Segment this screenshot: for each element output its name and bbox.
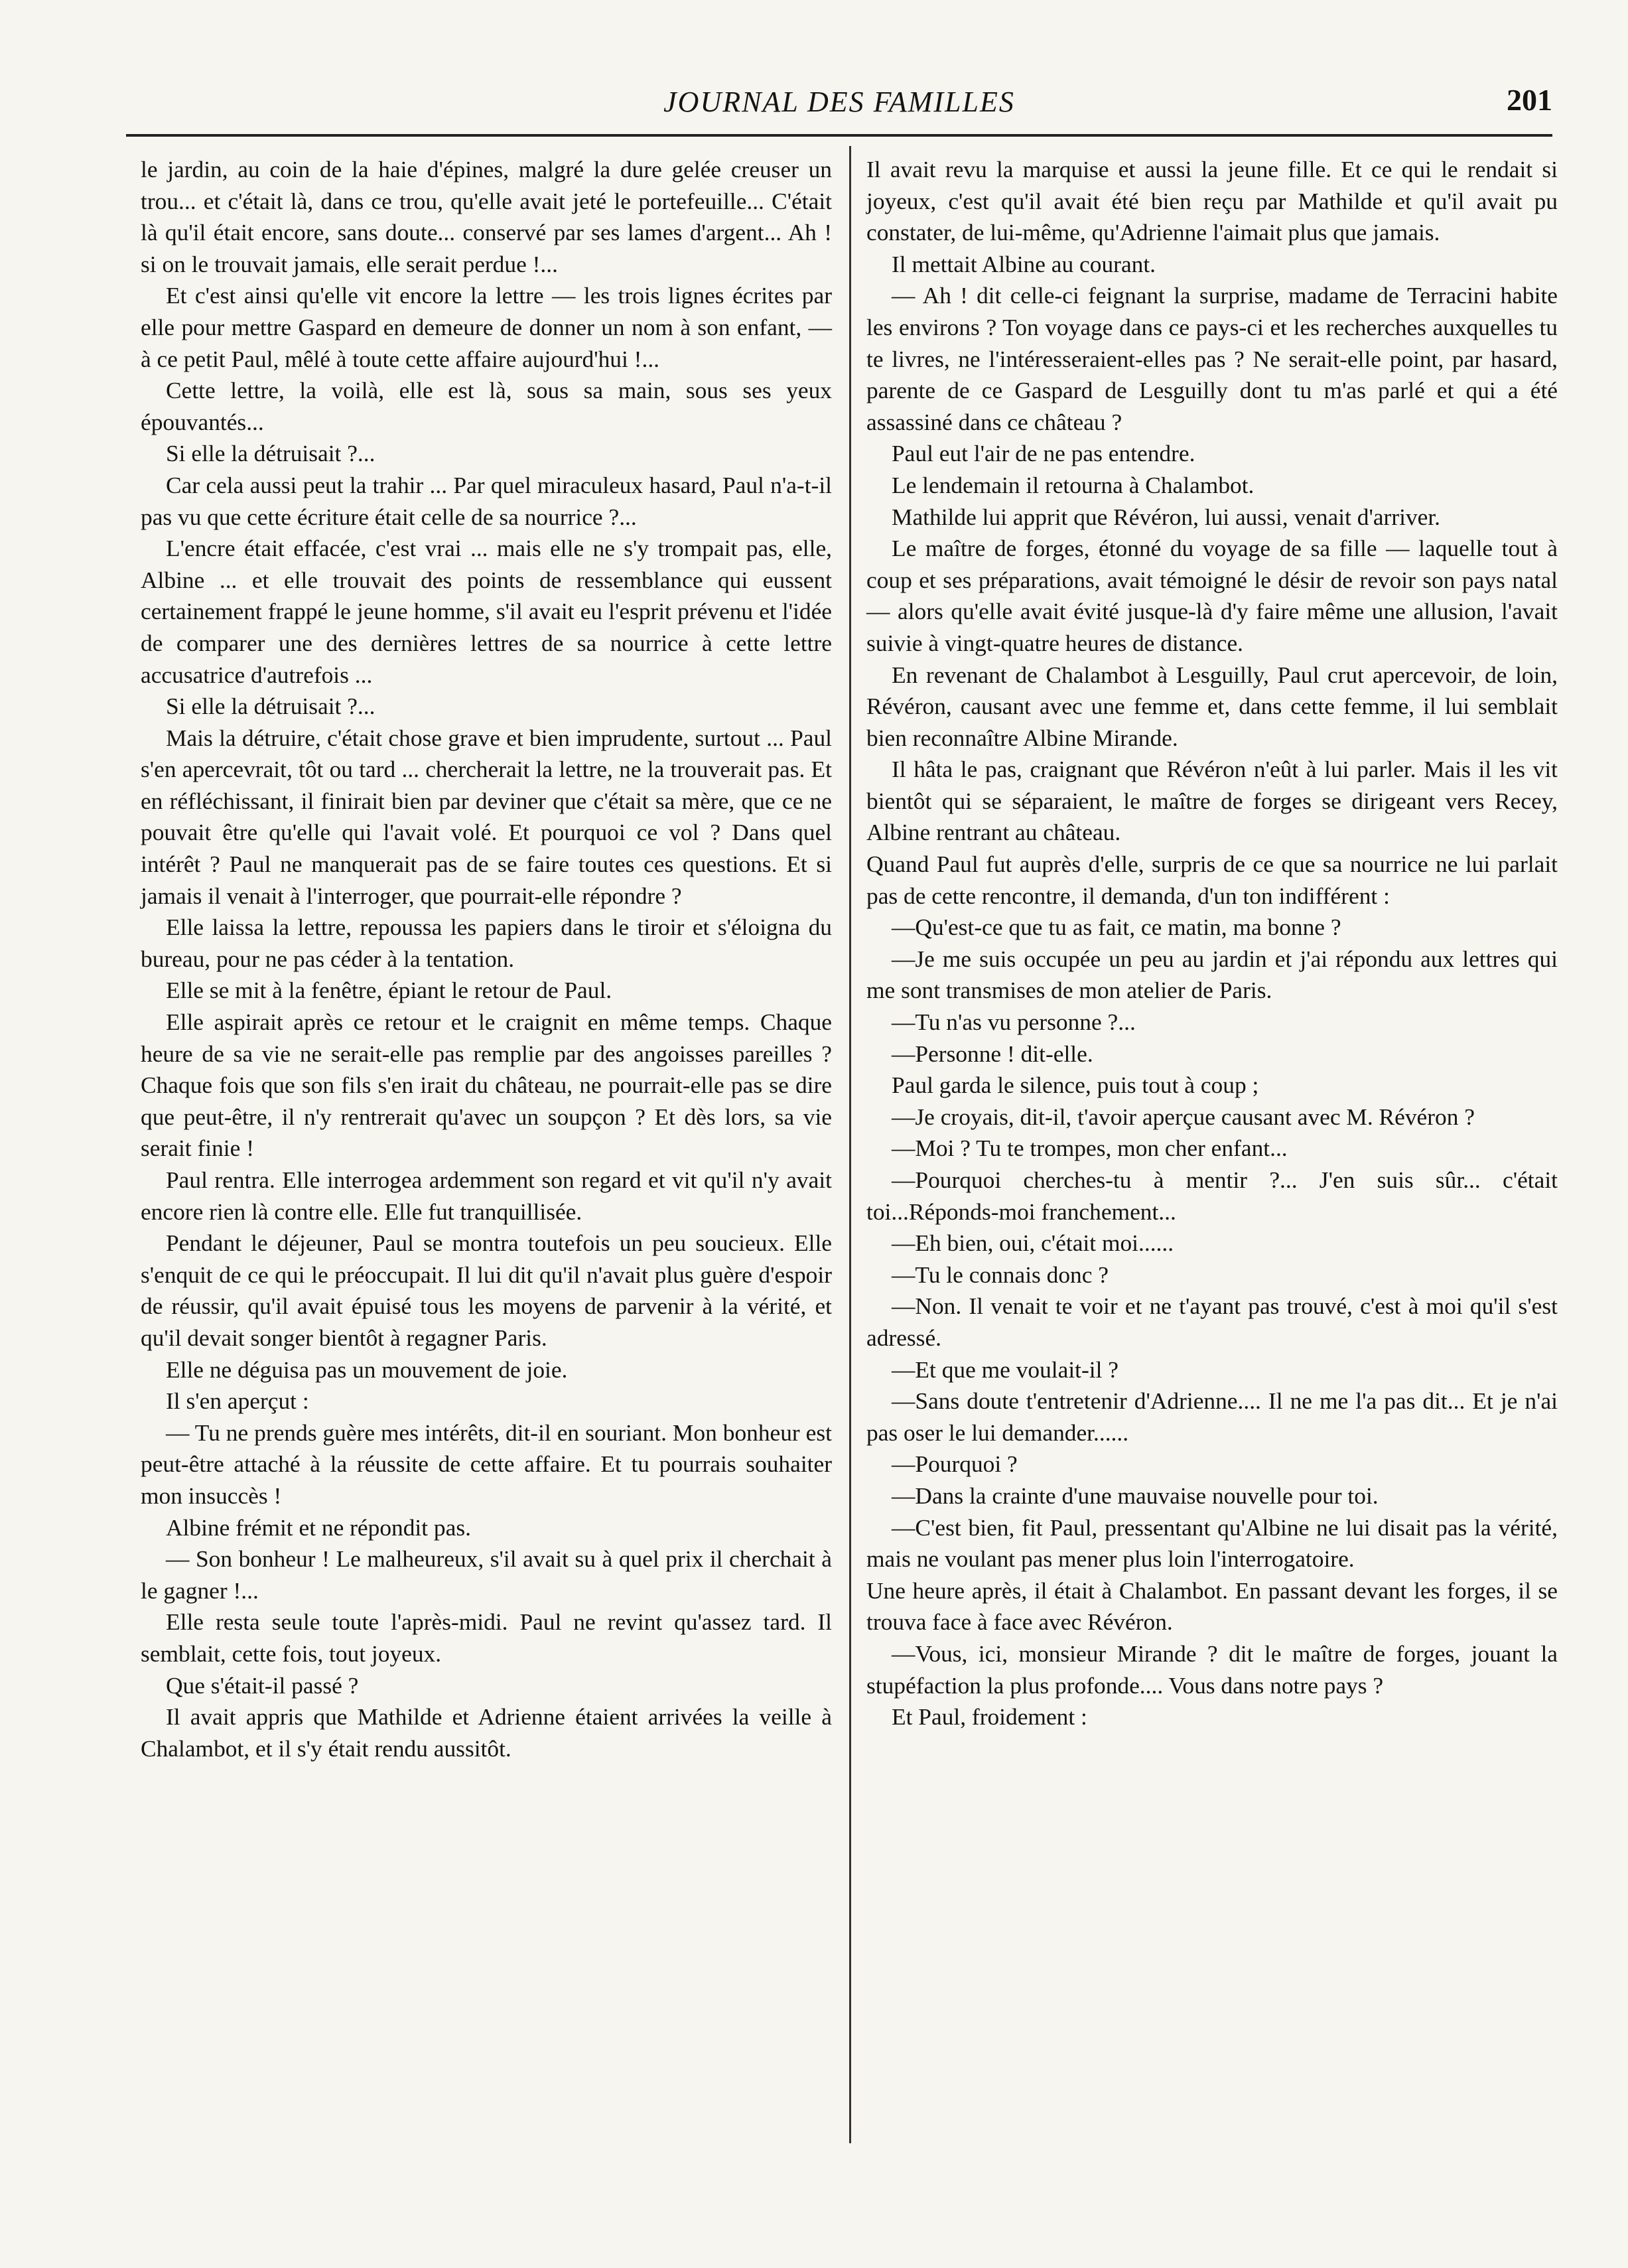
- paragraph: —Pourquoi ?: [892, 1451, 1018, 1478]
- paragraph: Si elle la détruisait ?...: [166, 440, 375, 467]
- paragraph: —Personne ! dit-elle.: [892, 1040, 1093, 1067]
- paragraph: Le maître de forges, étonné du voyage de sa fille — laquelle tout à coup et ses préparations, avait témoigné le désir de revoir son pays natal — alors qu'elle avait évité jusque-là d'y faire même une allusion, l'avait suivie à vingt-quatre heures de distance.: [866, 535, 1558, 656]
- paragraph: Elle aspirait après ce retour et le craignit en même temps. Chaque heure de sa vie ne serait-elle pas remplie par des angoisses pareilles ? Chaque fois que son fils s'en irait du château, ne pourrait-elle pas se dire que peut-être, il n'y rentrerait qu'avec un soupçon ? Et dès lors, sa vie serait finie !: [141, 1009, 832, 1162]
- left-column: [141, 154, 832, 1764]
- paragraph: Mais la détruire, c'était chose grave et bien imprudente, surtout ... Paul s'en apercevrait, tôt ou tard ... chercherait la lettre, ne la trouverait pas. Et en réfléchissant, il finirait bien par deviner que c'était sa mère, que ce ne pouvait être qu'elle qui l'avait volé. Et pourquoi ce vol ? Dans quel intérêt ? Paul ne manquerait pas de se faire toutes ces questions. Et si jamais il venait à l'interroger, que pourrait-elle répondre ?: [141, 724, 832, 909]
- paragraph: Car cela aussi peut la trahir ... Par quel miraculeux hasard, Paul n'a-t-il pas vu que cette écriture était celle de sa nourrice ?...: [141, 471, 832, 530]
- paragraph: Mathilde lui apprit que Révéron, lui aussi, venait d'arriver.: [892, 503, 1441, 530]
- paragraph: L'encre était effacée, c'est vrai ... mais elle ne s'y trompait pas, elle, Albine ... et elle trouvait des points de ressemblance qui eussent certainement frappé le jeune homme, s'il avait eu l'esprit prévenu et l'idée de comparer une des dernières lettres de sa nourrice à cette lettre accusatrice d'autrefois ...: [141, 535, 832, 688]
- paragraph: Elle se mit à la fenêtre, épiant le retour de Paul.: [166, 977, 612, 1004]
- paragraph: Il mettait Albine au courant.: [892, 250, 1156, 277]
- paragraph: —Sans doute t'entretenir d'Adrienne.... Il ne me l'a pas dit... Et je n'ai pas oser le lui demander......: [866, 1387, 1558, 1446]
- paragraph: Elle resta seule toute l'après-midi. Paul ne revint qu'assez tard. Il semblait, cette fois, tout joyeux.: [141, 1608, 832, 1667]
- paragraph: Que s'était-il passé ?: [166, 1671, 359, 1699]
- paragraph: —Pourquoi cherches-tu à mentir ?... J'en suis sûr... c'était toi...Réponds-moi franchement...: [866, 1167, 1558, 1225]
- paragraph: Une heure après, il était à Chalambot. En passant devant les forges, il se trouva face à face avec Révéron.: [866, 1577, 1558, 1636]
- paragraph: —Eh bien, oui, c'était moi......: [892, 1230, 1174, 1257]
- paragraph: —Non. Il venait te voir et ne t'ayant pas trouvé, c'est à moi qu'il s'est adressé.: [866, 1293, 1558, 1351]
- header-rule: [126, 134, 1552, 137]
- paragraph: Et c'est ainsi qu'elle vit encore la lettre — les trois lignes écrites par elle pour mettre Gaspard en demeure de donner un nom à son enfant, — à ce petit Paul, mêlé à toute cette affaire aujourd'hui !...: [141, 282, 832, 372]
- paragraph: — Tu ne prends guère mes intérêts, dit-il en souriant. Mon bonheur est peut-être attaché à la réussite de cette affaire. Et tu pourrais souhaiter mon insuccès !: [141, 1419, 832, 1509]
- page-header: [126, 85, 1552, 138]
- page-number: 201: [1507, 83, 1552, 117]
- paragraph: Paul rentra. Elle interrogea ardemment son regard et vit qu'il n'y avait encore rien là contre elle. Elle fut tranquillisée.: [141, 1167, 832, 1225]
- paragraph: —Vous, ici, monsieur Mirande ? dit le maître de forges, jouant la stupéfaction la plus profonde.... Vous dans notre pays ?: [866, 1640, 1558, 1699]
- paragraph: —Dans la crainte d'une mauvaise nouvelle pour toi.: [892, 1482, 1379, 1509]
- paragraph: Cette lettre, la voilà, elle est là, sous sa main, sous ses yeux épouvantés...: [141, 377, 832, 435]
- paragraph: Paul garda le silence, puis tout à coup ;: [892, 1072, 1259, 1099]
- paragraph: Si elle la détruisait ?...: [166, 693, 375, 720]
- paragraph: —Je me suis occupée un peu au jardin et j'ai répondu aux lettres qui me sont transmises de mon atelier de Paris.: [866, 945, 1558, 1004]
- paragraph: le jardin, au coin de la haie d'épines, malgré la dure gelée creuser un trou... et c'était là, dans ce trou, qu'elle avait jeté le portefeuille... C'était là qu'il était encore, sans doute... conservé par ses lames d'argent... Ah ! si on le trouvait jamais, elle serait perdue !...: [141, 156, 832, 277]
- column-divider: [849, 146, 851, 2143]
- paragraph: Il s'en aperçut :: [166, 1387, 309, 1415]
- paragraph: Elle laissa la lettre, repoussa les papiers dans le tiroir et s'éloigna du bureau, pour ne pas céder à la tentation.: [141, 914, 832, 972]
- paragraph: Elle ne déguisa pas un mouvement de joie.: [166, 1356, 568, 1383]
- paragraph: Le lendemain il retourna à Chalambot.: [892, 471, 1255, 498]
- paragraph: Pendant le déjeuner, Paul se montra toutefois un peu soucieux. Elle s'enquit de ce qui le préoccupait. Il lui dit qu'il n'avait plus guère d'espoir de réussir, qu'il avait épuisé tous les moyens de parvenir à la vérité, et qu'il devait songer bientôt à regagner Paris.: [141, 1230, 832, 1351]
- paragraph: —Moi ? Tu te trompes, mon cher enfant...: [892, 1135, 1288, 1162]
- paragraph: — Son bonheur ! Le malheureux, s'il avait su à quel prix il cherchait à le gagner !...: [141, 1545, 832, 1604]
- paragraph: —Qu'est-ce que tu as fait, ce matin, ma bonne ?: [892, 914, 1341, 941]
- paragraph: Il avait revu la marquise et aussi la jeune fille. Et ce qui le rendait si joyeux, c'est qu'il avait été bien reçu par Mathilde et qu'il avait pu constater, de lui-même, qu'Adrienne l'aimait plus que jamais.: [866, 156, 1558, 246]
- paragraph: Et Paul, froidement :: [892, 1703, 1087, 1731]
- paragraph: —Tu le connais donc ?: [892, 1261, 1109, 1288]
- paragraph: —Je croyais, dit-il, t'avoir aperçue causant avec M. Révéron ?: [892, 1103, 1475, 1130]
- paragraph: Albine frémit et ne répondit pas.: [166, 1514, 471, 1541]
- right-column: [866, 154, 1558, 1733]
- paragraph: Il avait appris que Mathilde et Adrienne étaient arrivées la veille à Chalambot, et il s'y était rendu aussitôt.: [141, 1703, 832, 1762]
- paragraph: En revenant de Chalambot à Lesguilly, Paul crut apercevoir, de loin, Révéron, causant avec une femme et, dans cette femme, il lui semblait bien reconnaître Albine Mirande.: [866, 661, 1558, 751]
- paragraph: Quand Paul fut auprès d'elle, surpris de ce que sa nourrice ne lui parlait pas de cette rencontre, il demanda, d'un ton indifférent :: [866, 851, 1558, 909]
- running-title: JOURNAL DES FAMILLES: [663, 86, 1015, 118]
- paragraph: —Tu n'as vu personne ?...: [892, 1009, 1136, 1036]
- paragraph: — Ah ! dit celle-ci feignant la surprise, madame de Terracini habite les environs ? Ton voyage dans ce pays-ci et les recherches auxquelles tu te livres, ne l'intéresseraient-elles pas ? Ne serait-elle point, par hasard, parente de ce Gaspard de Lesguilly dont tu m'as parlé et qui a été assassiné dans ce château ?: [866, 282, 1558, 435]
- paragraph: Paul eut l'air de ne pas entendre.: [892, 440, 1195, 467]
- paragraph: —C'est bien, fit Paul, pressentant qu'Albine ne lui disait pas la vérité, mais ne voulant pas mener plus loin l'interrogatoire.: [866, 1514, 1558, 1573]
- paragraph: —Et que me voulait-il ?: [892, 1356, 1119, 1383]
- paragraph: Il hâta le pas, craignant que Révéron n'eût à lui parler. Mais il les vit bientôt qui se séparaient, le maître de forges se dirigeant vers Recey, Albine rentrant au château.: [866, 756, 1558, 846]
